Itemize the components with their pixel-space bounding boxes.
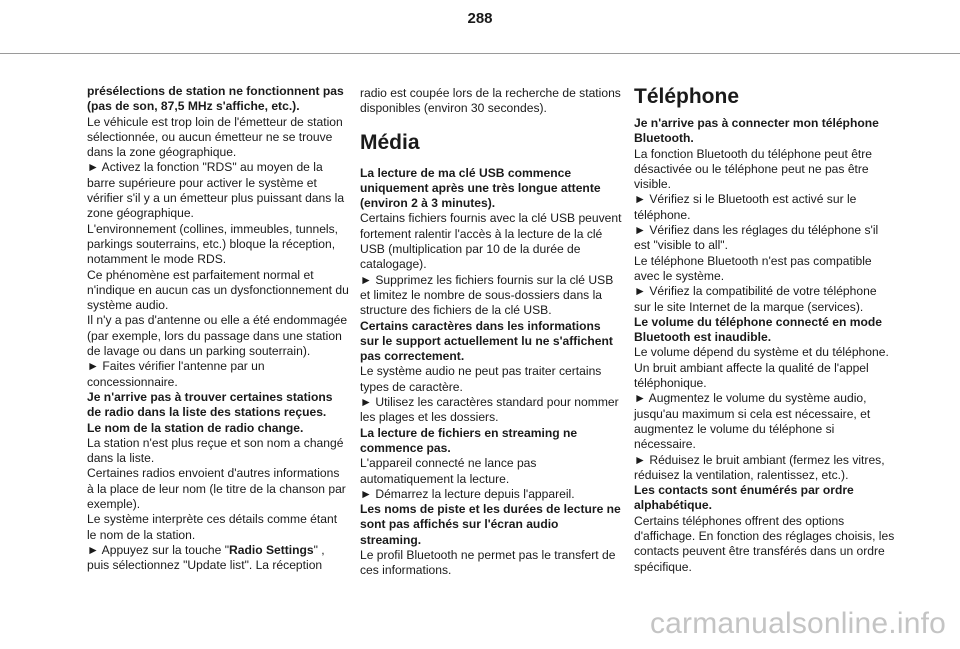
question-heading: La lecture de ma clé USB commence uniquement après une très longue attente (environ 2 à 3 minutes). xyxy=(360,165,601,211)
paragraph: Le système audio ne peut pas traiter certains types de caractère. xyxy=(360,364,602,394)
question-heading: Je n'arrive pas à connecter mon téléphone Bluetooth. xyxy=(634,116,879,146)
column-1-body xyxy=(87,84,349,543)
paragraph: Le volume dépend du système et du téléphone. xyxy=(634,345,889,360)
paragraph: ► Activez la fonction "RDS" au moyen de la barre supérieure pour activer le système et vérifier s'il y a un émetteur plus puissant dans la zone géographique. xyxy=(87,160,345,221)
paragraph: La station n'est plus reçue et son nom a changé dans la liste. xyxy=(87,435,344,466)
watermark: carmanualsonline.info xyxy=(649,607,946,640)
paragraph: ► Supprimez les fichiers fournis sur la clé USB et limitez le nombre de sous-dossiers dans la structure des fichiers de la clé USB. xyxy=(360,272,614,318)
paragraph-radio-settings: ► Appuyez sur la touche "Radio Settings" , puis sélectionnez "Update list". La réception xyxy=(87,542,325,573)
paragraph-continuation: radio est coupée lors de la recherche de stations disponibles (environ 30 secondes). xyxy=(360,86,621,116)
header-rule xyxy=(0,53,960,54)
question-heading: Les noms de piste et les durées de lecture ne sont pas affichés sur l'écran audio streaming. xyxy=(360,502,621,547)
question-heading: Le volume du téléphone connecté en mode Bluetooth est inaudible. xyxy=(634,314,882,345)
section-heading-telephone: Téléphone xyxy=(634,85,740,108)
paragraph: Un bruit ambiant affecte la qualité de l'appel téléphonique. xyxy=(634,360,869,391)
column-2-body xyxy=(360,166,622,579)
paragraph: ► Vérifiez dans les réglages du téléphone s'il est "visible to all". xyxy=(634,223,879,253)
paragraph: ► Réduisez le bruit ambiant (fermez les vitres, réduisez la ventilation, ralentissez, etc.). xyxy=(634,452,885,482)
column-3-body xyxy=(634,116,896,575)
column-1 xyxy=(87,84,349,574)
question-heading: La lecture de fichiers en streaming ne commence pas. xyxy=(360,425,578,455)
column-3 xyxy=(634,84,896,575)
page-number: 288 xyxy=(467,10,493,27)
question-heading: présélections de station ne fonctionnent pas (pas de son, 87,5 MHz s'affiche, etc.). xyxy=(87,84,344,114)
question-heading: Les contacts sont énumérés par ordre alphabétique. xyxy=(634,483,854,513)
paragraph: ► Vérifiez la compatibilité de votre téléphone sur le site Internet de la marque (services). xyxy=(634,284,877,314)
paragraph: Le système interprète ces détails comme étant le nom de la station. xyxy=(87,512,338,542)
paragraph: ► Faites vérifier l'antenne par un concessionnaire. xyxy=(87,359,265,389)
paragraph: ► Vérifiez si le Bluetooth est activé sur le téléphone. xyxy=(634,192,857,222)
paragraph: Le profil Bluetooth ne permet pas le transfert de ces informations. xyxy=(360,548,616,578)
paragraph: Le véhicule est trop loin de l'émetteur de station sélectionnée, ou aucun émetteur ne se trouve dans la zone géographique. xyxy=(87,114,343,160)
paragraph: Certains fichiers fournis avec la clé USB peuvent fortement ralentir l'accès à la lecture de la clé USB (multiplication par 10 de la durée de catalogage). xyxy=(360,211,622,272)
question-heading: Le nom de la station de radio change. xyxy=(87,420,304,435)
paragraph: L'appareil connecté ne lance pas automatiquement la lecture. xyxy=(360,456,537,486)
paragraph: Ce phénomène est parfaitement normal et n'indique en aucun cas un dysfonctionnement du système audio. xyxy=(87,267,349,313)
paragraph: La fonction Bluetooth du téléphone peut être désactivée ou le téléphone peut ne pas être visible. xyxy=(634,146,873,192)
paragraph: Certains téléphones offrent des options d'affichage. En fonction des réglages choisis, les contacts peuvent être transférés dans un ordre spécifique. xyxy=(634,513,895,574)
question-heading: Certains caractères dans les informations sur le support actuellement lu ne s'affichent pas correctement. xyxy=(360,318,613,364)
paragraph: L'environnement (collines, immeubles, tunnels, parkings souterrains, etc.) bloque la réception, notamment le mode RDS. xyxy=(87,221,339,267)
paragraph: Certaines radios envoient d'autres informations à la place de leur nom (le titre de la chanson par exemple). xyxy=(87,466,346,512)
paragraph: Il n'y a pas d'antenne ou elle a été endommagée (par exemple, lors du passage dans une station de lavage ou dans un parking souterrain). xyxy=(87,313,348,359)
paragraph: ► Démarrez la lecture depuis l'appareil. xyxy=(360,486,575,501)
paragraph: Le téléphone Bluetooth n'est pas compatible avec le système. xyxy=(634,253,872,283)
paragraph: ► Augmentez le volume du système audio, jusqu'au maximum si cela est nécessaire, et augmentez le volume du téléphone si nécessaire. xyxy=(634,391,871,452)
column-2 xyxy=(360,86,622,579)
paragraph: ► Utilisez les caractères standard pour nommer les plages et les dossiers. xyxy=(360,395,619,425)
section-heading-media: Média xyxy=(360,130,420,154)
radio-settings-label: Radio Settings xyxy=(228,542,314,557)
question-heading: Je n'arrive pas à trouver certaines stations de radio dans la liste des stations reçues. xyxy=(87,389,333,420)
